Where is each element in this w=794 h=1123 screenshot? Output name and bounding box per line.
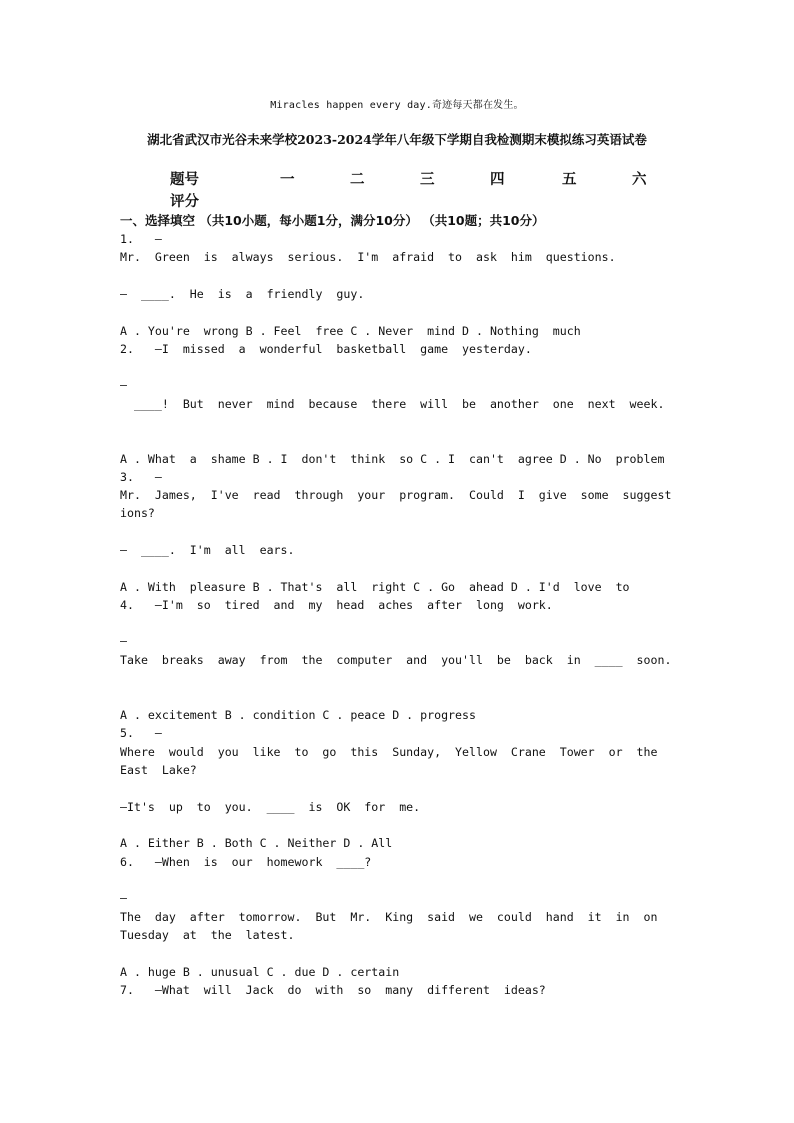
question-1-options: A . You're wrong B . Feel free C . Never mind D . Nothing much [120,324,581,338]
question-7-line-1: 7. —What will Jack do with so many different ideas? [120,983,546,997]
question-3-line-4: — ____. I'm all ears. [120,543,295,557]
question-5-line-3: East Lake? [120,763,197,777]
score-table-header-2: 二 [350,172,365,188]
score-table-header-row [170,168,660,190]
question-3-line-3: ions? [120,506,155,520]
score-table-row-label: 评分 [170,194,199,210]
question-2-line-3: ____! But never mind because there will be another one next week. [120,397,665,411]
question-3-line-1: 3. — [120,470,162,484]
score-table-header-4: 四 [490,172,505,188]
question-2-options: A . What a shame B . I don't think so C . I can't agree D . No problem [120,452,665,466]
question-2-line-2: — [120,378,127,392]
question-3-options: A . With pleasure B . That's all right C . Go ahead D . I'd love to [120,580,630,594]
score-table-header-1: 一 [280,172,295,188]
question-5-options: A . Either B . Both C . Neither D . All [120,836,393,850]
page-motto: Miracles happen every day.奇迹每天都在发生。 [270,100,524,111]
score-table-header-label: 题号 [170,172,199,188]
question-3-line-2: Mr. James, I've read through your program. Could I give some suggest [120,488,672,502]
question-4-line-3: Take breaks away from the computer and you'll be back in ____ soon. [120,653,672,667]
question-6-line-3: The day after tomorrow. But Mr. King said we could hand it in on [120,910,658,924]
score-table-header-3: 三 [420,172,435,188]
question-5-line-2: Where would you like to go this Sunday, Yellow Crane Tower or the [120,745,658,759]
question-6-line-2: — [120,891,127,905]
section-heading: 一、选择填空 （共10小题，每小题1分，满分10分） （共10题；共10分） [120,213,545,228]
score-table-header-6: 六 [632,172,647,188]
question-6-options: A . huge B . unusual C . due D . certain [120,965,400,979]
question-1-line-1: 1. — [120,232,162,246]
question-1-line-3: — ____. He is a friendly guy. [120,287,365,301]
question-6-line-1: 6. —When is our homework ____? [120,855,372,869]
question-4-line-2: — [120,634,127,648]
question-2-line-1: 2. —I missed a wonderful basketball game yesterday. [120,342,532,356]
question-5-line-4: —It's up to you. ____ is OK for me. [120,800,421,814]
score-table-header-5: 五 [562,172,577,188]
question-6-line-4: Tuesday at the latest. [120,928,295,942]
score-table-score-row [170,190,660,212]
question-1-line-2: Mr. Green is always serious. I'm afraid to ask him questions. [120,250,616,264]
page-title: 湖北省武汉市光谷未来学校2023-2024学年八年级下学期自我检测期末模拟练习英语试卷 [147,132,647,147]
question-5-line-1: 5. — [120,726,162,740]
question-4-line-1: 4. —I'm so tired and my head aches after long work. [120,598,553,612]
score-table [170,168,660,212]
question-4-options: A . excitement B . condition C . peace D . progress [120,708,476,722]
